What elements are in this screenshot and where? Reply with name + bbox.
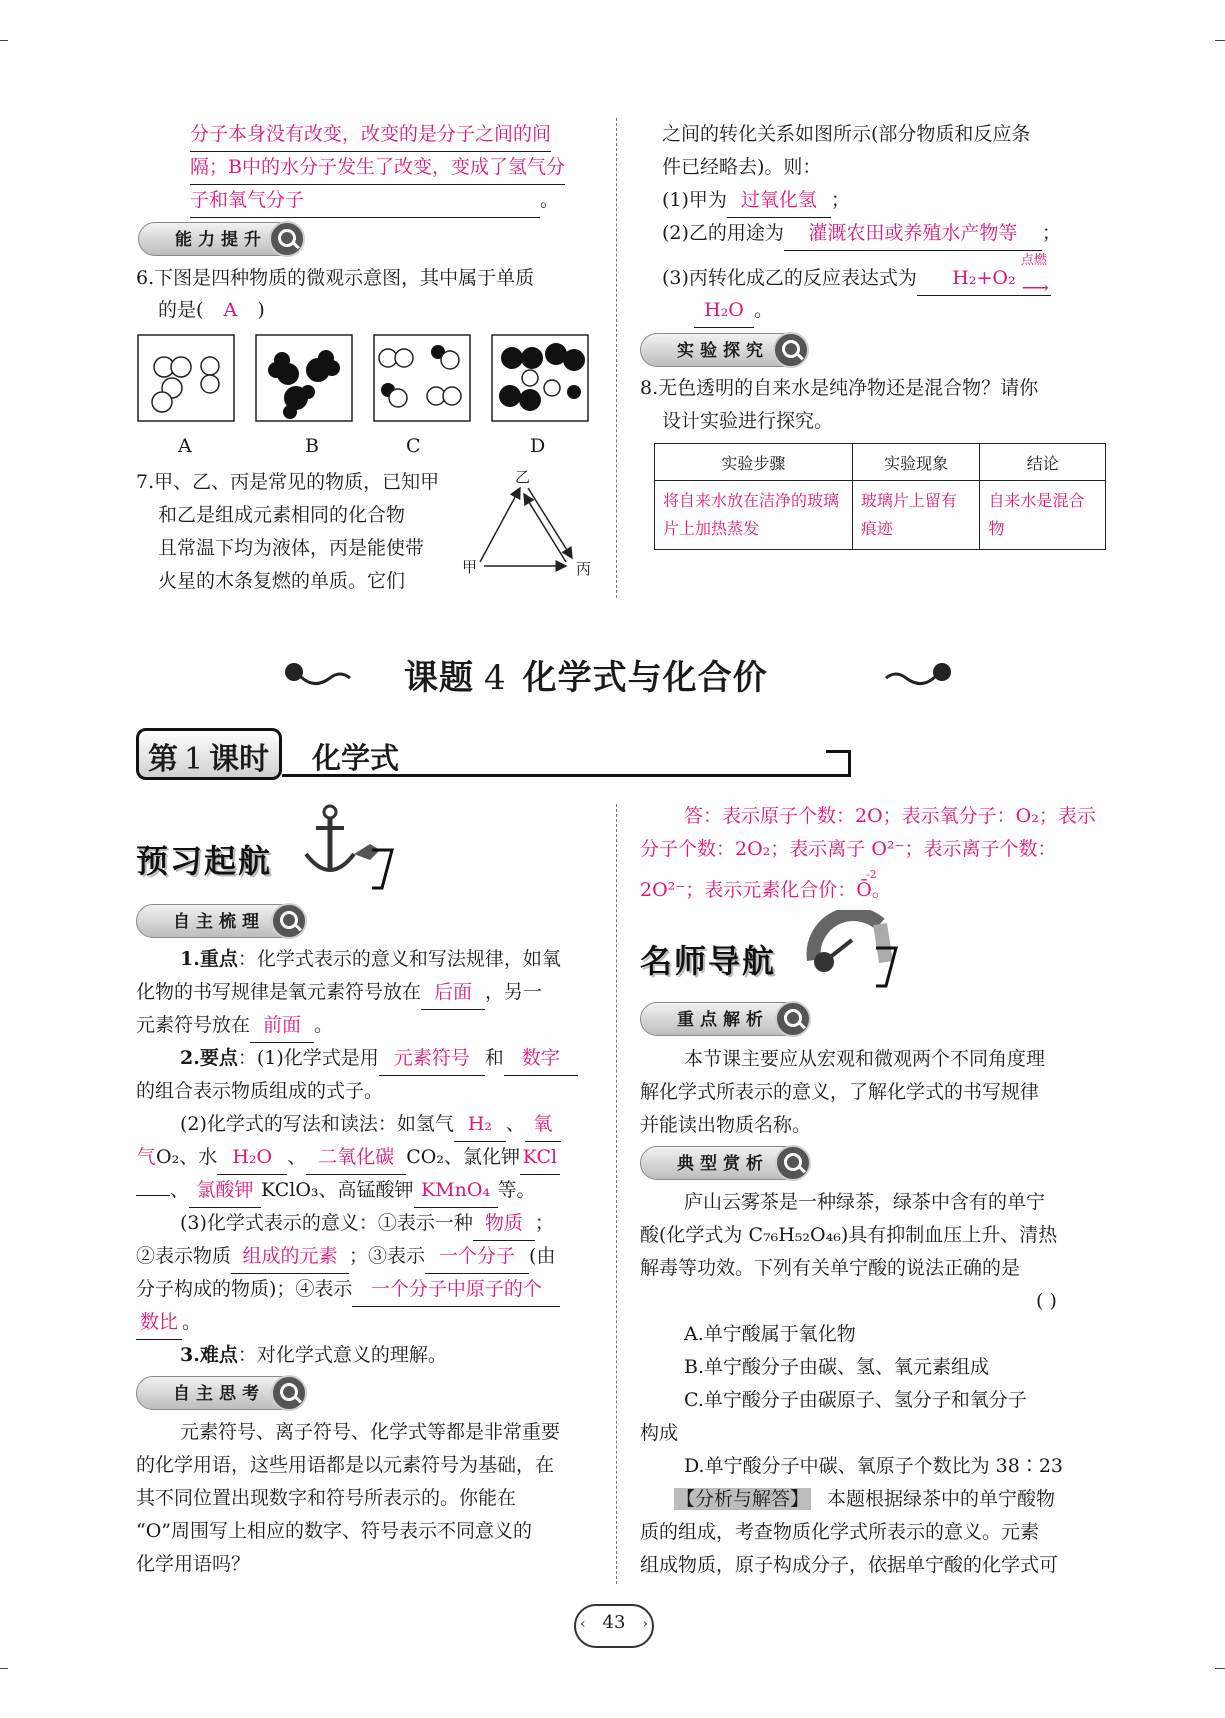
example-text: 庐山云雾茶是一种绿茶，绿茶中含有的单宁 xyxy=(684,1191,1046,1213)
answer-line: 隔；B中的水分子发生了改变，变成了氢气分 xyxy=(190,151,565,185)
banner-corner xyxy=(876,946,898,988)
question-8-line2: 设计实验进行探究。 xyxy=(662,410,834,432)
q7-continued: 件已经略去)。则： xyxy=(662,156,822,178)
analysis-line: 【分析与解答】 本题根据绿茶中的单宁酸物 xyxy=(676,1488,1056,1510)
table-cell: 自来水是混合物 xyxy=(980,481,1106,550)
point-2-2-line3: 、 氯酸钾 KClO₃、高锰酸钾 KMnO₄ 等。 xyxy=(136,1174,536,1208)
section-label-self-think: 自主思考 xyxy=(136,1376,306,1410)
answer-bracket: ( ) xyxy=(1036,1290,1057,1312)
option-label-a: A xyxy=(178,435,192,457)
table-cell: 将自来水放在洁净的玻璃片上加热蒸发 xyxy=(655,481,853,550)
option-c-line2: 构成 xyxy=(640,1422,679,1444)
table-header: 实验现象 xyxy=(852,444,980,481)
banner-teacher-guide: 名师导航 xyxy=(640,942,777,980)
box-a xyxy=(138,335,234,421)
point-1-line3: 元素符号放在 前面 。 xyxy=(136,1009,333,1043)
box-c xyxy=(374,335,470,421)
crop-mark xyxy=(0,40,8,41)
magnifier-icon xyxy=(773,332,809,368)
section-label-ability: 能力提升 xyxy=(138,222,304,256)
option-b: B.单宁酸分子由碳、氢、氧元素组成 xyxy=(684,1356,990,1378)
magnifier-icon xyxy=(271,1375,307,1411)
point-2-3-line3: 分子构成的物质)；④表示 一个分子中原子的个 xyxy=(136,1273,560,1307)
magnifier-icon xyxy=(775,1001,811,1037)
think-text: 其不同位置出现数字和符号所表示的。你能在 xyxy=(136,1487,517,1509)
think-answer: 分子个数：2O₂；表示离子 O²⁻；表示离子个数： xyxy=(640,838,1057,860)
think-text: 化学用语吗？ xyxy=(136,1553,251,1575)
column-divider xyxy=(616,804,617,1584)
analysis-line: 质的组成，考查物质化学式所表示的意义。元素 xyxy=(640,1521,1040,1543)
banner-corner xyxy=(372,848,394,890)
key-text: 并能读出物质名称。 xyxy=(640,1114,812,1136)
section-label-experiment: 实验探究 xyxy=(640,333,808,367)
key-text: 解化学式所表示的意义，了解化学式的书写规律 xyxy=(640,1081,1040,1103)
section-label-example: 典型赏析 xyxy=(640,1146,810,1180)
crop-mark xyxy=(0,1668,8,1669)
node-bing: 丙 xyxy=(576,560,592,578)
think-answer: 2O²⁻；表示元素化合价：Ō。 -2 xyxy=(640,868,891,901)
point-1-line2: 化物的书写规律是氧元素符号放在 后面 ，另一 xyxy=(136,976,542,1010)
option-c: C.单宁酸分子由碳原子、氢分子和氧分子 xyxy=(684,1389,1027,1411)
option-d: D.单宁酸分子中碳、氧原子个数比为 38∶23 xyxy=(684,1455,1063,1477)
example-text: 酸(化学式为 C₇₆H₅₂O₄₆)具有抑制血压上升、清热 xyxy=(640,1224,1058,1246)
magnifier-icon xyxy=(269,221,305,257)
period-bar xyxy=(136,728,848,782)
table-cell: 玻璃片上留有痕迹 xyxy=(852,481,980,550)
point-1: 1.重点：化学式表示的意义和写法规律，如氧 xyxy=(180,948,561,970)
point-2-2: (2)化学式的写法和读法：如氢气 H₂ 、 氧 xyxy=(180,1108,561,1142)
question-7: 7.甲、乙、丙是常见的物质，已知甲 xyxy=(136,471,440,493)
swirl-left-icon xyxy=(282,656,352,692)
column-divider xyxy=(616,118,617,598)
section-label-self-review: 自主梳理 xyxy=(136,904,306,938)
think-text: 元素符号、离子符号、化学式等都是非常重要 xyxy=(180,1421,561,1443)
chevron-left-icon: ‹ xyxy=(580,1616,586,1632)
transform-diagram xyxy=(462,470,602,580)
table-header: 结论 xyxy=(980,444,1106,481)
box-b xyxy=(256,335,352,421)
point-2: 2.要点：(1)化学式是用 元素符号 和 数字 xyxy=(180,1042,578,1076)
answer-line: 分子本身没有改变，改变的是分子之间的间 xyxy=(190,118,551,152)
question-7-line: 火星的木条复燃的单质。它们 xyxy=(158,570,406,592)
page-number: 43 xyxy=(602,1612,626,1633)
think-answer: 答：表示原子个数：2O；表示氧分子：O₂；表示 xyxy=(684,805,1096,827)
crop-mark xyxy=(1215,40,1225,41)
point-2-3-line2: ②表示物质 组成的元素 ；③表示 一个分子 (由 xyxy=(136,1240,555,1274)
example-text: 解毒等功效。下列有关单宁酸的说法正确的是 xyxy=(640,1257,1021,1279)
table-row xyxy=(655,481,1106,550)
lesson-title: 课题 4 化学式与化合价 xyxy=(404,658,768,698)
banner-preview: 预习起航 xyxy=(136,842,273,880)
think-text: 的化学用语，这些用语都是以元素符号为基础，在 xyxy=(136,1454,555,1476)
table-header-row xyxy=(655,444,1106,481)
box-d xyxy=(492,335,588,421)
answer-line: 子和氧气分子 。 xyxy=(190,184,559,218)
topic-title: 化学式 xyxy=(312,741,400,775)
table-header: 实验步骤 xyxy=(655,444,853,481)
analysis-line: 组成物质，原子构成分子，依据单宁酸的化学式可 xyxy=(640,1554,1059,1576)
question-6-line2: 的是( A ) xyxy=(158,299,265,321)
node-yi: 乙 xyxy=(515,468,531,486)
key-text: 本节课主要应从宏观和微观两个不同角度理 xyxy=(684,1048,1046,1070)
magnifier-icon xyxy=(775,1145,811,1181)
chevron-right-icon: › xyxy=(642,1616,648,1632)
question-7-line: 且常温下均为液体，丙是能使带 xyxy=(158,537,425,559)
swirl-right-icon xyxy=(884,656,954,692)
question-7-line: 和乙是组成元素相同的化合物 xyxy=(158,504,406,526)
molecule-diagrams xyxy=(130,330,600,430)
crop-mark xyxy=(1215,1668,1225,1669)
question-8: 8.无色透明的自来水是纯净物还是混合物？请你 xyxy=(640,377,1039,399)
q7-continued: 之间的转化关系如图所示(部分物质和反应条 xyxy=(662,123,1031,145)
node-jia: 甲 xyxy=(462,558,478,576)
point-2-line2: 的组合表示物质组成的式子。 xyxy=(136,1080,384,1102)
q7-part3-line2: H₂O 。 xyxy=(694,294,773,328)
option-label-c: C xyxy=(406,435,421,457)
point-2-3: (3)化学式表示的意义：①表示一种 物质 ； xyxy=(180,1207,554,1241)
q7-part3: (3)丙转化成乙的反应表达式为 H₂+O₂ 点燃 ⟶ xyxy=(662,253,1049,299)
page-number-badge xyxy=(574,1604,654,1648)
point-3: 3.难点：对化学式意义的理解。 xyxy=(180,1344,447,1366)
q7-part1: (1)甲为 过氧化氢 ； xyxy=(662,184,850,218)
point-2-2-line2: 气O₂、水 H₂O 、 二氧化碳 CO₂、氯化钾 KCl xyxy=(136,1141,560,1175)
experiment-table xyxy=(654,443,1106,550)
option-label-b: B xyxy=(305,435,319,457)
magnifier-icon xyxy=(271,903,307,939)
q7-part2: (2)乙的用途为 灌溉农田或养殖水产物等 ； xyxy=(662,217,1061,251)
analysis-tag: 【分析与解答】 xyxy=(676,1488,810,1510)
question-6: 6.下图是四种物质的微观示意图，其中属于单质 xyxy=(136,267,535,289)
point-2-3-line4: 数比 。 xyxy=(136,1306,201,1340)
think-text: “O”周围写上相应的数字、符号表示不同意义的 xyxy=(136,1520,533,1542)
section-label-key-analysis: 重点解析 xyxy=(640,1002,810,1036)
option-label-d: D xyxy=(530,435,546,457)
period-label: 第 1 课时 xyxy=(148,742,270,777)
option-a: A.单宁酸属于氧化物 xyxy=(684,1323,856,1345)
